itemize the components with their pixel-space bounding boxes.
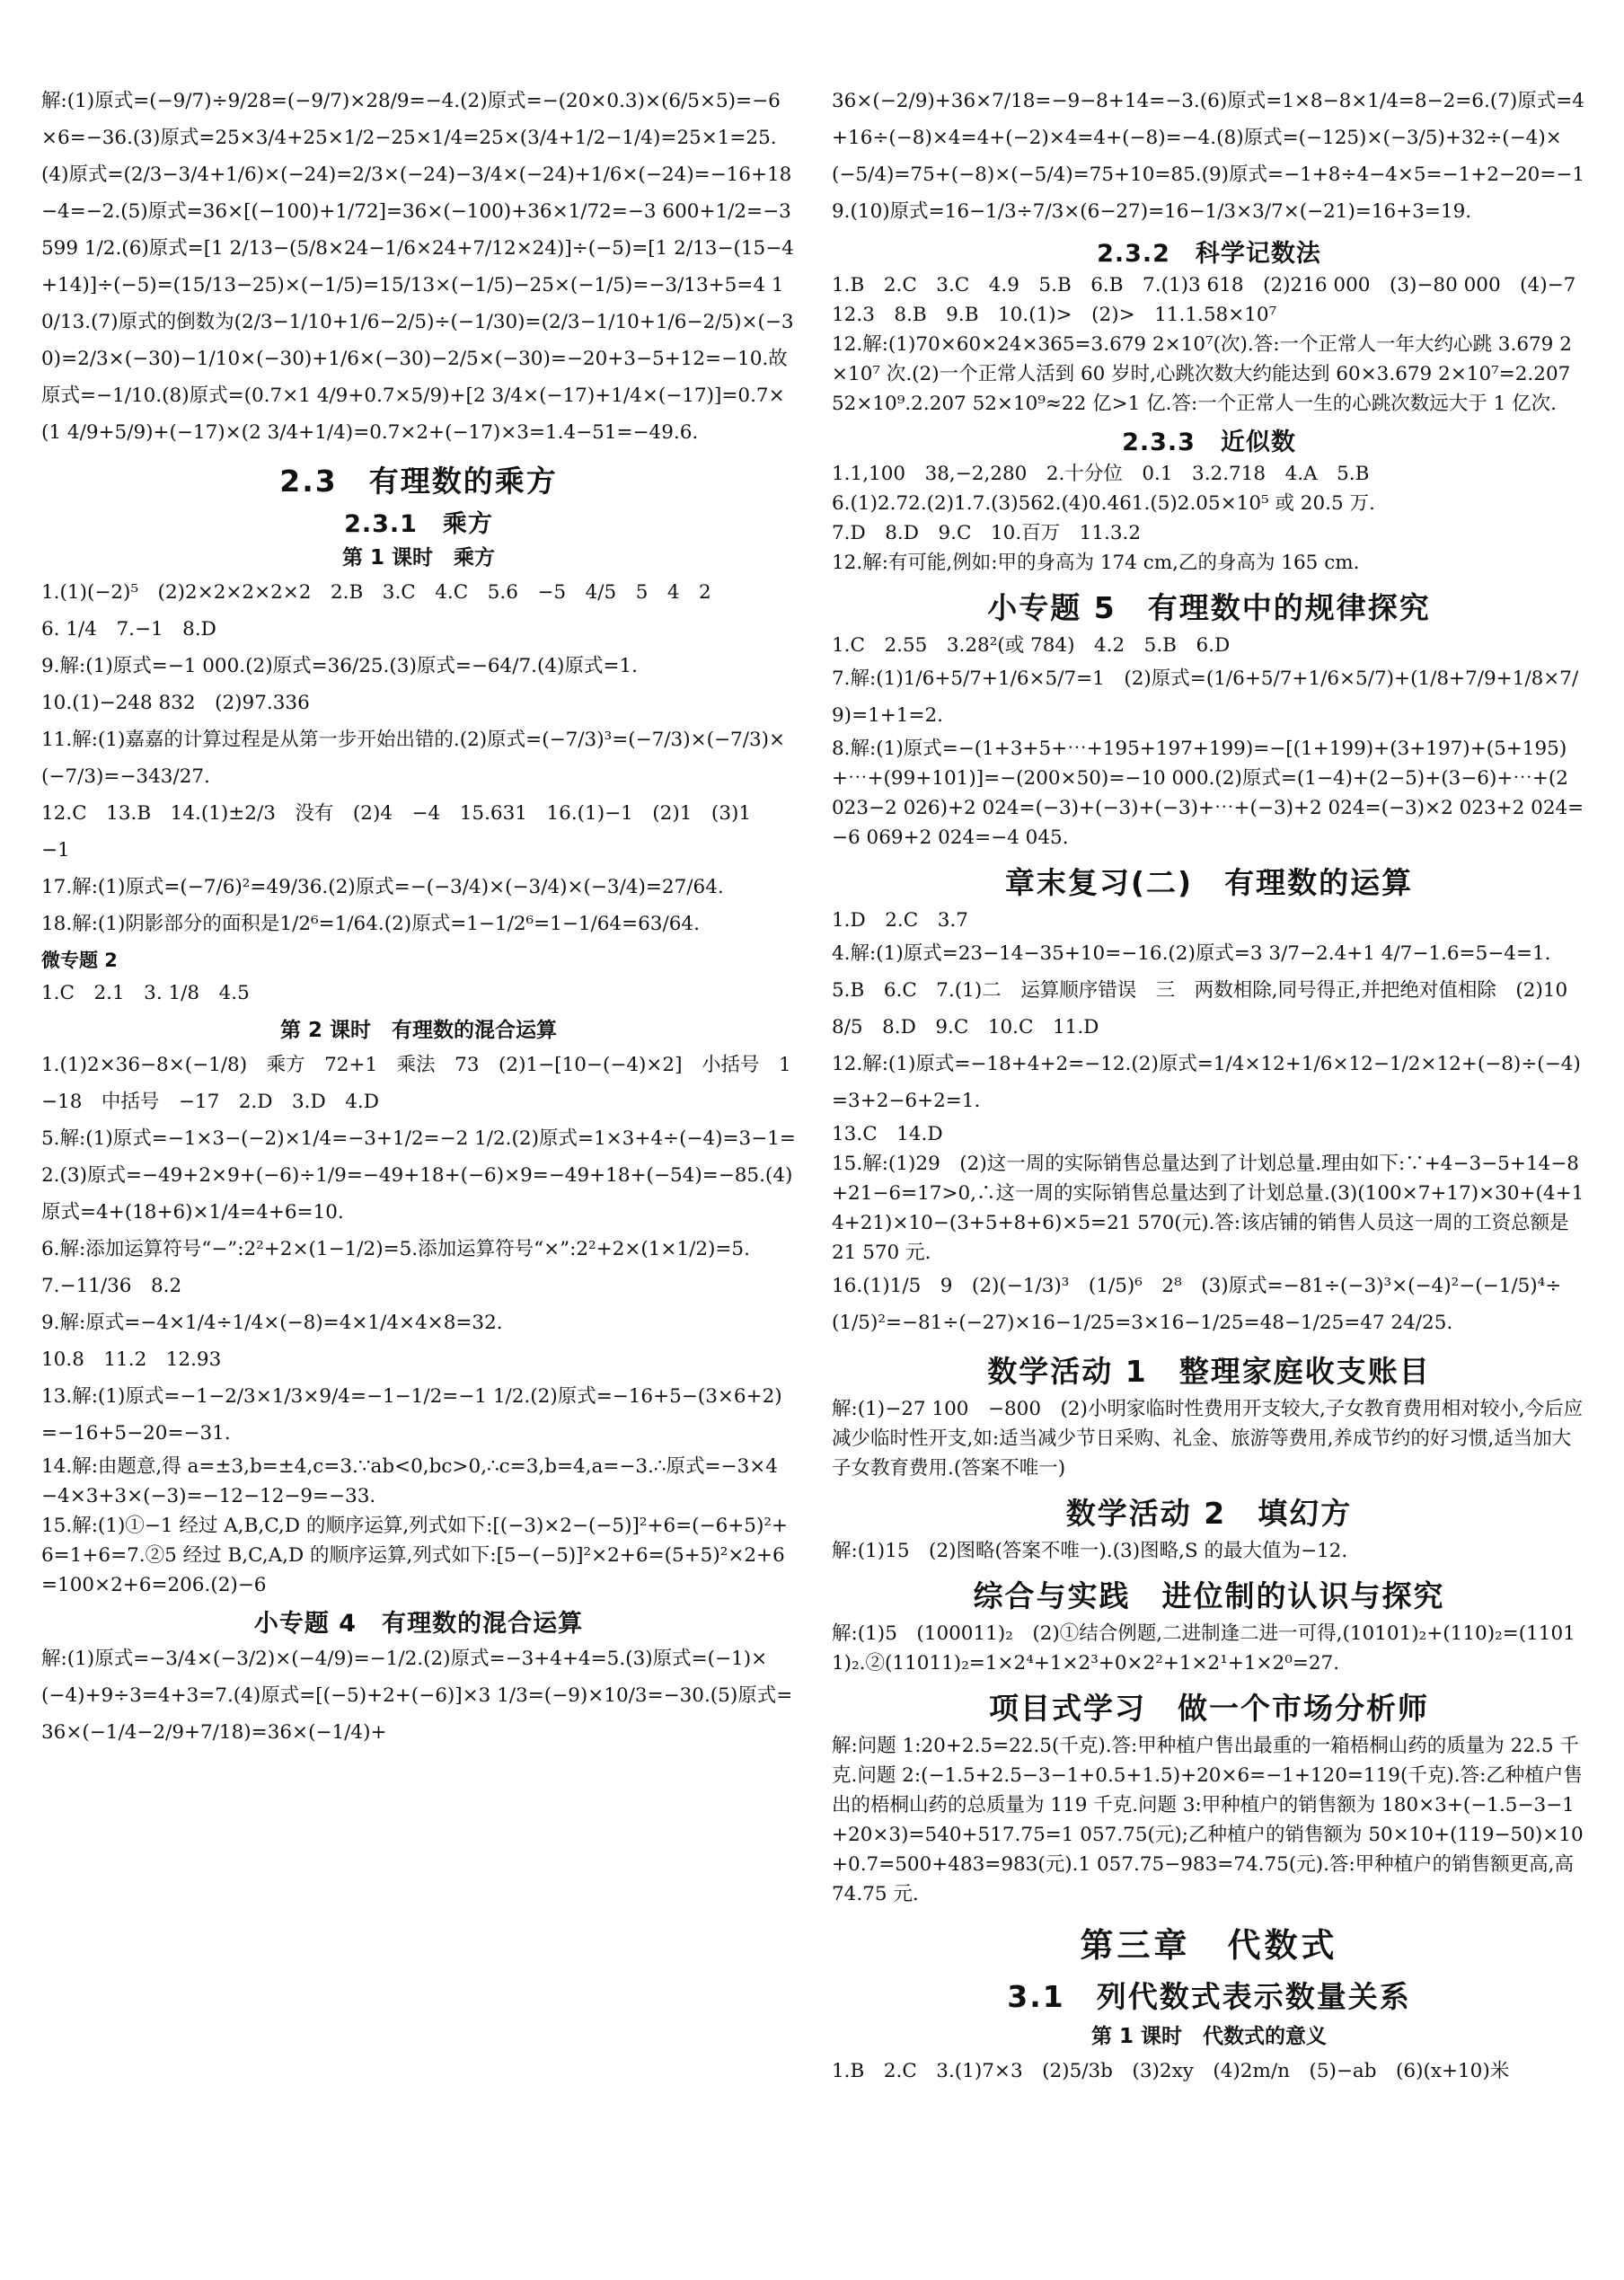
answer-line: 1.B 2.C 3.C 4.9 5.B 6.B 7.(1)3 618 (2)216 000 (3)−80 000 (4)−712.3 8.B 9.B 10.(1)> (2)> 11.1.58×10⁷ [832, 274, 1576, 326]
small-topic-heading: 小专题 5 有理数中的规律探究 [987, 590, 1431, 625]
answer-line: 6.(1)2.72.(2)1.7.(3)562.(4)0.461.(5)2.05×10⁵ 或 20.5 万. [832, 492, 1375, 515]
answer-line: 1.B 2.C 3.(1)7×3 (2)5/3b (3)2xy (4)2m/n (5)−ab (6)(x+10)米 [832, 2060, 1510, 2082]
answer-line: 11.解:(1)嘉嘉的计算过程是从第一步开始出错的.(2)原式=(−7/3)³=(−7/3)×(−7/3)×(−7/3)=−343/27. [41, 729, 786, 788]
answer-line: 7.解:(1)1/6+5/7+1/6×5/7=1 (2)原式=(1/6+5/7+1/6×5/7)+(1/8+7/9+1/8×7/9)=1+1=2. [832, 667, 1579, 727]
answer-line: 18.解:(1)阴影部分的面积是1/2⁶=1/64.(2)原式=1−1/2⁶=1−1/64=63/64. [41, 913, 700, 935]
answer-line: 13.解:(1)原式=−1−2/3×1/3×9/4=−1−1/2=−1 1/2.(2)原式=−16+5−(3×6+2)=−16+5−20=−31. [41, 1385, 782, 1445]
answer-line: 12.解:有可能,例如:甲的身高为 174 cm,乙的身高为 165 cm. [832, 552, 1360, 574]
answer-line: 4.解:(1)原式=23−14−35+10=−16.(2)原式=3 3/7−2.4+1 4/7−1.6=5−4=1. [832, 942, 1551, 965]
answer-line: 解:问题 1:20+2.5=22.5(千克).答:甲种植户售出最重的一箱梧桐山药的质量为 22.5 千克.问题 2:(−1.5+2.5−3−1+0.5+1.5)+20×6=−1+120=119(千克).答:乙种植户售出的梧桐山药的总质量为 119 千克.问题 3:甲种植户的销售额为 180×3+(−1.5−3−1+20×3)=540+517.75=1 057.75(元);乙种植户的销售额为 50×10+(119−50)×10+0.7=500+483=983(元).1 057.75−983=74.75(元).答:甲种植户的销售额更高,高 74.75 元. [832, 1735, 1584, 1905]
activity-heading: 数学活动 1 整理家庭收支账目 [987, 1354, 1431, 1389]
answer-line: 6. 1/4 7.−1 8.D [41, 618, 216, 641]
paragraph: 36×(−2/9)+36×7/18=−9−8+14=−3.(6)原式=1×8−8×1/4=8−2=6.(7)原式=4+16÷(−8)×4=4+(−2)×4=4+(−8)=−4.(8)原式=(−125)×(−3/5)+32÷(−4)×(−5/4)=75+(−8)×(−5/4)=75+10=85.(9)原式=−1+8÷4−4×5=−1+2−20=−19.(10)原式=16−1/3÷7/3×(6−27)=16−1/3×3/7×(−21)=16+3=19. [832, 90, 1585, 223]
answer-line: 解:(1)−27 100 −800 (2)小明家临时性费用开支较大,子女教育费用相对较小,今后应减少临时性开支,如:适当减少节日采购、礼金、旅游等费用,养成节约的好习惯,适当加大子女教育费用.(答案不唯一) [832, 1398, 1584, 1480]
answer-line: 8.解:(1)原式=−(1+3+5+⋯+195+197+199)=−[(1+199)+(3+197)+(5+195)+⋯+(99+101)]=−(200×50)=−10 000.(2)原式=(1−4)+(2−5)+(3−6)+⋯+(2 023−2 026)+2 024=(−3)+(−3)+(−3)+⋯+(−3)+2 024=(−3)×2 023+2 024=−6 069+2 024=−4 045. [832, 738, 1584, 849]
answer-line: 解:(1)5 (100011)₂ (2)①结合例题,二进制逢二进一可得,(10101)₂+(110)₂=(11011)₂.②(11011)₂=1×2⁴+1×2³+0×2²+1×2¹+1×2⁰=27. [832, 1622, 1575, 1675]
answer-line: 12.解:(1)原式=−18+4+2=−12.(2)原式=1/4×12+1/6×12−1/2×12+(−8)÷(−4)=3+2−6+2=1. [832, 1053, 1581, 1112]
answer-line: 15.解:(1)①−1 经过 A,B,C,D 的顺序运算,列式如下:[(−3)×2−(−5)]²+6=(−6+5)²+6=1+6=7.②5 经过 B,C,A,D 的顺序运算,列式如下:[5−(−5)]²×2+6=(5+5)²×2+6=100×2+6=206.(2)−6 [41, 1515, 788, 1596]
section-heading: 2.3 有理数的乘方 [279, 464, 558, 499]
answer-line: 1.D 2.C 3.7 [832, 909, 968, 932]
answer-line: 1.1,100 38,−2,280 2.十分位 0.1 3.2.718 4.A 5.B [832, 463, 1370, 485]
answer-line: 9.解:原式=−4×1/4÷1/4×(−8)=4×1/4×4×8=32. [41, 1312, 503, 1334]
micro-topic-heading: 微专题 2 [41, 950, 118, 971]
answer-line: 9.解:(1)原式=−1 000.(2)原式=36/25.(3)原式=−64/7.(4)原式=1. [41, 655, 638, 677]
answer-line: 10.(1)−248 832 (2)97.336 [41, 692, 310, 714]
answer-line: 1.C 2.55 3.28²(或 784) 4.2 5.B 6.D [832, 634, 1231, 657]
answer-line: 1.(1)(−2)⁵ (2)2×2×2×2×2 2.B 3.C 4.C 5.6 −5 4/5 5 4 2 [41, 581, 711, 604]
subsection-heading: 2.3.1 乘方 [344, 510, 493, 538]
small-topic-heading: 小专题 4 有理数的混合运算 [253, 1610, 584, 1638]
chapter-title: 第三章 代数式 [1080, 1926, 1338, 1965]
lesson-heading: 第 1 课时 代数式的意义 [1090, 2025, 1328, 2048]
answer-line: 12.解:(1)70×60×24×365=3.679 2×10⁷(次).答:一个正常人一年大约心跳 3.679 2×10⁷ 次.(2)一个正常人活到 60 岁时,心跳次数大约能达到 60×3.679 2×10⁷=2.207 52×10⁹.2.207 52×10⁹≈22 亿>1 亿.答:一个正常人一生的心跳次数远大于 1 亿次. [832, 333, 1572, 415]
section-heading: 3.1 列代数式表示数量关系 [1007, 1979, 1411, 2014]
lesson-heading: 第 2 课时 有理数的混合运算 [279, 1019, 558, 1042]
activity-heading: 数学活动 2 填幻方 [1065, 1496, 1353, 1531]
answer-line: 10.8 11.2 12.93 [41, 1348, 222, 1371]
answer-line: 解:(1)15 (2)图略(答案不唯一).(3)图略,S 的最大值为−12. [832, 1540, 1348, 1562]
answer-line: 5.B 6.C 7.(1)二 运算顺序错误 三 两数相除,同号得正,并把绝对值相除 (2)108/5 8.D 9.C 10.C 11.D [832, 979, 1568, 1038]
project-heading: 项目式学习 做一个市场分析师 [989, 1691, 1429, 1726]
answer-line: 6.解:添加运算符号“−”:2²+2×(1−1/2)=5.添加运算符号“×”:2²+2×(1×1/2)=5. [41, 1238, 750, 1260]
left-column [41, 83, 796, 2280]
answer-line: 12.C 13.B 14.(1)±2/3 没有 (2)4 −4 15.631 16.(1)−1 (2)1 (3)1 −1 [41, 802, 771, 862]
paragraph: 解:(1)原式=(−9/7)÷9/28=(−9/7)×28/9=−4.(2)原式=−(20×0.3)×(6/5×5)=−6×6=−36.(3)原式=25×3/4+25×1/2−25×1/4=25×(3/4+1/2−1/4)=25×1=25.(4)原式=(2/3−3/4+1/6)×(−24)=2/3×(−24)−3/4×(−24)+1/6×(−24)=−16+18−4=−2.(5)原式=36×[(−100)+1/72]=36×(−100)+36×1/72=−3 600+1/2=−3 599 1/2.(6)原式=[1 2/13−(5/8×24−1/6×24+7/12×24)]÷(−5)=[1 2/13−(15−4+14)]÷(−5)=(15/13−25)×(−1/5)=15/13×(−1/5)−25×(−1/5)=−3/13+5=4 10/13.(7)原式的倒数为(2/3−1/10+1/6−2/5)÷(−1/30)=(2/3−1/10+1/6−2/5)×(−30)=2/3×(−30)−1/10×(−30)+1/6×(−30)−2/5×(−30)=−20+3−5+12=−10.故原式=−1/10.(8)原式=(0.7×1 4/9+0.7×5/9)+[2 3/4×(−17)+1/4×(−17)]=0.7×(1 4/9+5/9)+(−17)×(2 3/4+1/4)=0.7×2+(−17)×3=1.4−51=−49.6. [41, 90, 794, 444]
answer-line: 7.D 8.D 9.C 10.百万 11.3.2 [832, 522, 1142, 544]
practice-heading: 综合与实践 进位制的认识与探究 [973, 1578, 1445, 1613]
subsection-heading: 2.3.3 近似数 [1122, 429, 1296, 456]
answer-line: 17.解:(1)原式=(−7/6)²=49/36.(2)原式=−(−3/4)×(−3/4)×(−3/4)=27/64. [41, 876, 724, 898]
answer-line: 5.解:(1)原式=−1×3−(−2)×1/4=−3+1/2=−2 1/2.(2)原式=1×3+4÷(−4)=3−1=2.(3)原式=−49+2×9+(−6)÷1/9=−49+18+(−6)×9=−49+18+(−54)=−85.(4)原式=4+(18+6)×1/4=4+6=10. [41, 1127, 796, 1224]
lesson-heading: 第 1 课时 乘方 [341, 546, 496, 570]
answer-line: 7.−11/36 8.2 [41, 1275, 182, 1297]
answer-line: 15.解:(1)29 (2)这一周的实际销售总量达到了计划总量.理由如下:∵+4−3−5+14−8+21−6=17>0,∴这一周的实际销售总量达到了计划总量.(3)(100×7+17)×30+(4+14+21)×10−(3+5+8+6)×5=21 570(元).答:该店铺的销售人员这一周的工资总额是 21 570 元. [832, 1153, 1584, 1264]
answer-line: 1.C 2.1 3. 1/8 4.5 [41, 982, 250, 1004]
answer-line: 1.(1)2×36−8×(−1/8) 乘方 72+1 乘法 73 (2)1−[10−(−4)×2] 小括号 1−18 中括号 −17 2.D 3.D 4.D [41, 1054, 791, 1113]
answer-line: 解:(1)原式=−3/4×(−3/2)×(−4/9)=−1/2.(2)原式=−3+4+4=5.(3)原式=(−1)×(−4)+9÷3=4+3=7.(4)原式=[(−5)+2+(−6)]×3 1/3=(−9)×10/3=−30.(5)原式=36×(−1/4−2/9+7/18)=36×(−1/4)+ [41, 1648, 793, 1744]
answer-line: 14.解:由题意,得 a=±3,b=±4,c=3.∵ab<0,bc>0,∴c=3,b=4,a=−3.∴原式=−3×4−4×3+3×(−3)=−12−12−9=−33. [41, 1455, 778, 1507]
subsection-heading: 2.3.2 科学记数法 [1097, 240, 1321, 268]
answer-line: 16.(1)1/5 9 (2)(−1/3)³ (1/5)⁶ 2⁸ (3)原式=−81÷(−3)³×(−4)²−(−1/5)⁴÷(1/5)²=−81÷(−27)×16−1/25=3×16−1/25=48−1/25=47 24/25. [832, 1275, 1562, 1334]
right-column [832, 83, 1586, 2280]
answer-line: 13.C 14.D [832, 1123, 943, 1145]
chapter-review-heading: 章末复习(二) 有理数的运算 [1004, 865, 1414, 900]
